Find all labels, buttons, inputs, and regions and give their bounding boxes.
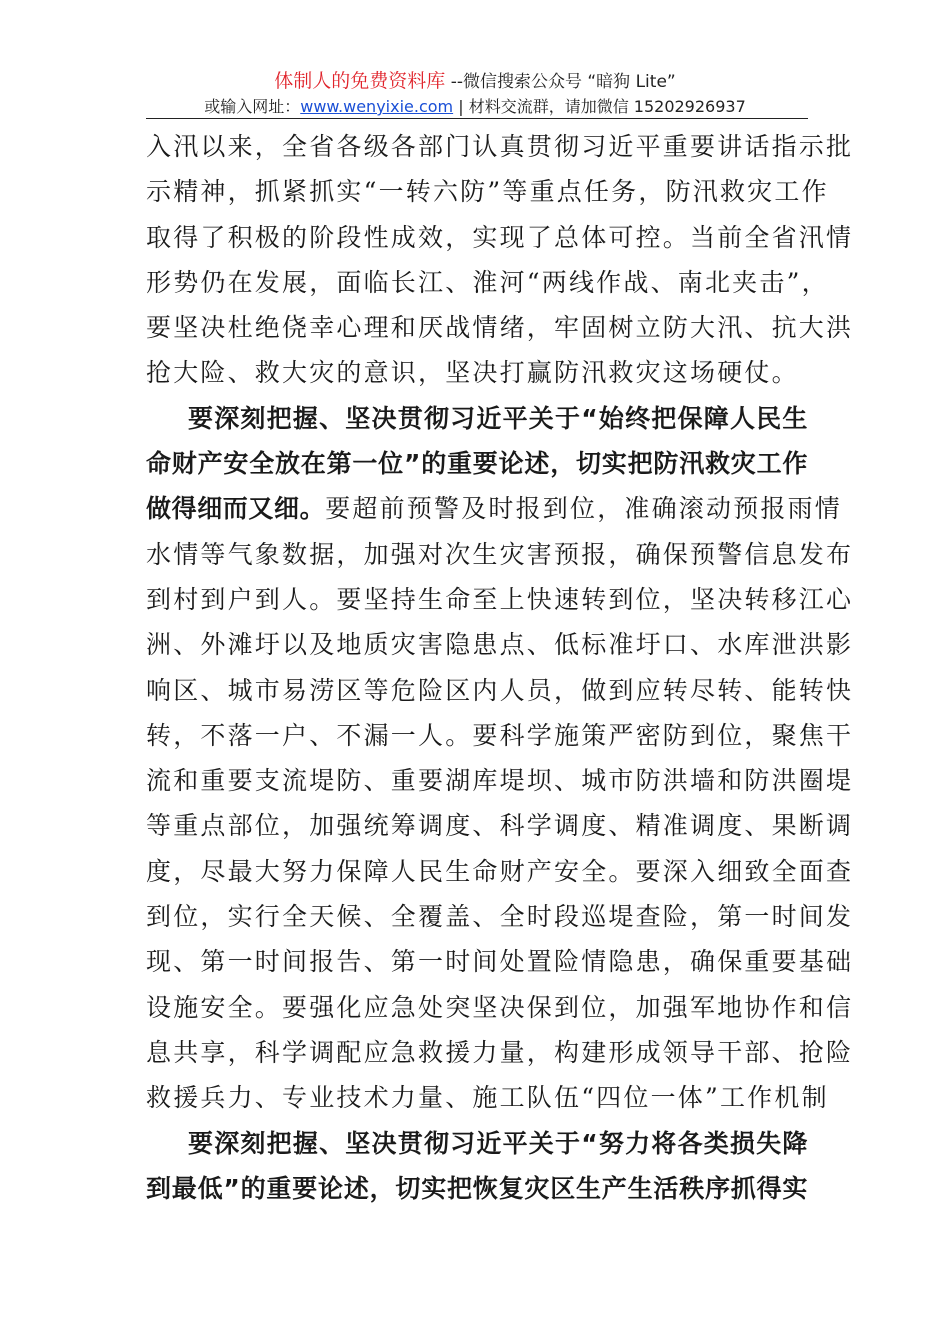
- text-line: 流和重要支流堤防、重要湖库堤坝、城市防洪墙和防洪圈堤: [146, 766, 854, 796]
- header-title-line: [0, 68, 950, 95]
- text-line: 转，不落一户、不漏一人。要科学施策严密防到位，聚焦干: [146, 720, 854, 750]
- text-line: 水情等气象数据，加强对次生灾害预报，确保预警信息发布: [146, 539, 854, 569]
- header-subtitle: --微信搜索公众号 “暗狗 Lite”: [445, 72, 676, 92]
- text-line: 等重点部位，加强统筹调度、科学调度、精准调度、果断调: [146, 811, 854, 841]
- header-url-line: [0, 95, 950, 119]
- lead-line: 到最低”的重要论述，切实把恢复灾区生产生活秩序抓得实: [146, 1173, 808, 1203]
- lead-line: 命财产安全放在第一位”的重要论述，切实把防汛救灾工作: [146, 449, 808, 479]
- lead-line: 要深刻把握、坚决贯彻习近平关于“始终把保障人民生: [188, 403, 808, 433]
- header-url-prefix: 或输入网址：: [204, 97, 301, 116]
- mixed-line: [146, 486, 843, 531]
- header-url-link[interactable]: www.wenyixie.com: [300, 97, 454, 116]
- text-fragment: 要超前预警及时报到位，准确滚动预报雨情: [325, 494, 843, 524]
- text-line: 到村到户到人。要坚持生命至上快速转到位，坚决转移江心: [146, 584, 854, 614]
- header-divider: [146, 118, 808, 119]
- header-url-suffix: | 材料交流群，请加微信 15202926937: [453, 97, 746, 116]
- page-header: [0, 68, 950, 119]
- text-line: 形势仍在发展，面临长江、淮河“两线作战、南北夹击”，: [146, 267, 829, 297]
- text-line: 救援兵力、专业技术力量、施工队伍“四位一体”工作机制: [146, 1083, 829, 1113]
- lead-fragment: 做得细而又细。: [146, 494, 326, 524]
- text-line: 示精神，抓紧抓实“一转六防”等重点任务，防汛救灾工作: [146, 177, 829, 207]
- paragraph: [146, 396, 854, 1121]
- text-line: 息共享，科学调配应急救援力量，构建形成领导干部、抢险: [146, 1037, 854, 1067]
- text-line: 取得了积极的阶段性成效，实现了总体可控。当前全省汛情: [146, 222, 854, 252]
- text-line: 入汛以来，全省各级各部门认真贯彻习近平重要讲话指示批: [146, 132, 854, 161]
- document-body: [146, 124, 854, 1211]
- text-line: 到位，实行全天候、全覆盖、全时段巡堤查险，第一时间发: [146, 902, 854, 932]
- paragraph: [146, 1121, 808, 1212]
- lead-line: 要深刻把握、坚决贯彻习近平关于“努力将各类损失降: [188, 1128, 808, 1158]
- text-line: 设施安全。要强化应急处突坚决保到位，加强军地协作和信: [146, 992, 854, 1022]
- text-line: 响区、城市易涝区等危险区内人员，做到应转尽转、能转快: [146, 675, 854, 705]
- paragraph: [146, 124, 854, 396]
- text-line: 抢大险、救大灾的意识，坚决打赢防汛救灾这场硬仗。: [146, 358, 799, 388]
- header-brand: 体制人的免费资料库: [274, 70, 446, 92]
- text-line: 洲、外滩圩以及地质灾害隐患点、低标准圩口、水库泄洪影: [146, 630, 854, 660]
- text-line: 度，尽最大努力保障人民生命财产安全。要深入细致全面查: [146, 856, 854, 886]
- text-line: 现、第一时间报告、第一时间处置险情隐患，确保重要基础: [146, 947, 854, 977]
- text-line: 要坚决杜绝侥幸心理和厌战情绪，牢固树立防大汛、抗大洪: [146, 313, 854, 343]
